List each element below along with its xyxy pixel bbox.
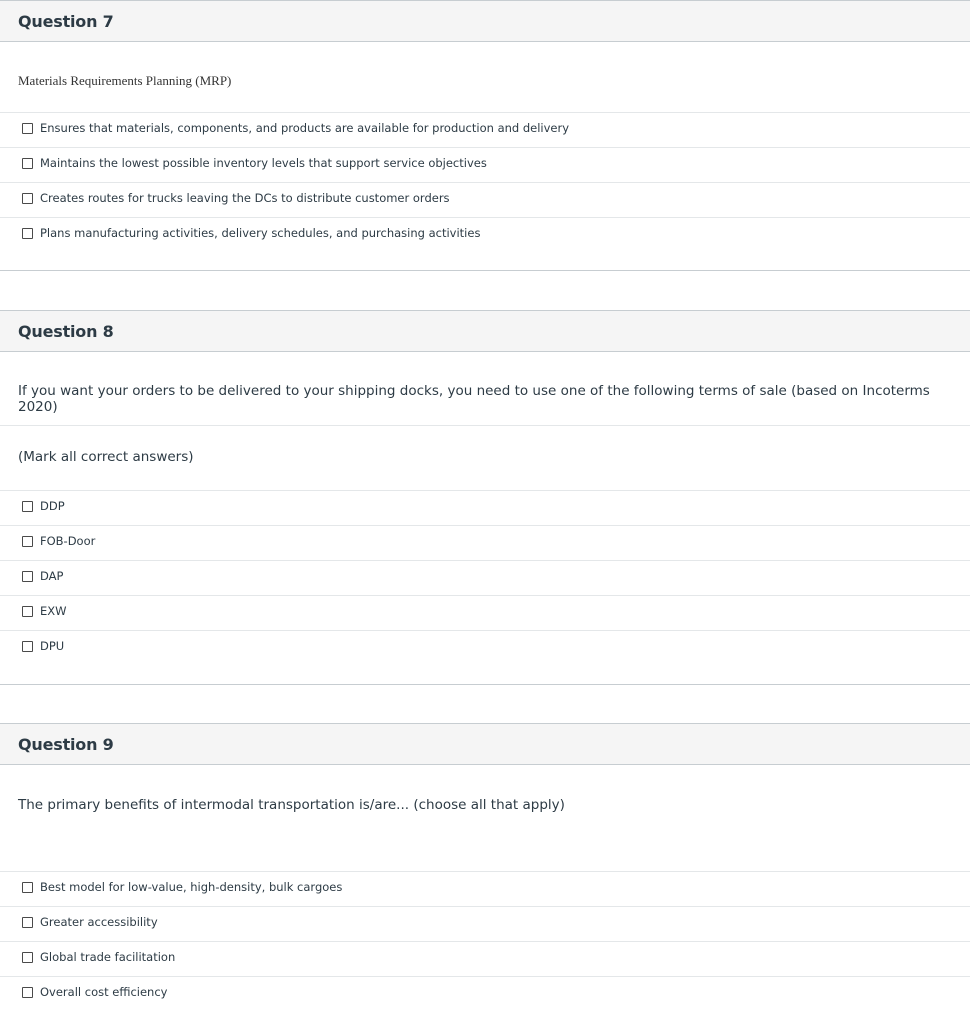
divider	[0, 525, 970, 526]
q9-answer-4[interactable]: Overall cost efficiency	[22, 982, 167, 1002]
checkbox[interactable]	[22, 123, 33, 134]
divider	[0, 871, 970, 872]
q7-answer-3[interactable]: Creates routes for trucks leaving the DCs to distribute customer orders	[22, 188, 450, 208]
question-9-text: The primary benefits of intermodal transportation is/are... (choose all that apply)	[18, 797, 565, 813]
question-9-title: Question 9	[18, 734, 114, 754]
checkbox[interactable]	[22, 606, 33, 617]
checkbox[interactable]	[22, 917, 33, 928]
q9-answer-3[interactable]: Global trade facilitation	[22, 947, 175, 967]
question-9-header-wrap	[0, 723, 970, 765]
checkbox[interactable]	[22, 536, 33, 547]
divider	[0, 182, 970, 183]
divider	[0, 217, 970, 218]
question-8-header	[0, 310, 970, 352]
q8-answer-ddp[interactable]: DDP	[22, 496, 65, 516]
checkbox[interactable]	[22, 228, 33, 239]
question-7-header	[0, 0, 970, 42]
question-9-header	[0, 723, 970, 765]
question-7-header-wrap	[0, 0, 970, 42]
q7-answer-2[interactable]: Maintains the lowest possible inventory levels that support service objectives	[22, 153, 487, 173]
divider	[0, 147, 970, 148]
checkbox[interactable]	[22, 987, 33, 998]
q9-answer-1[interactable]: Best model for low-value, high-density, bulk cargoes	[22, 877, 342, 897]
divider	[0, 976, 970, 977]
checkbox[interactable]	[22, 641, 33, 652]
divider	[0, 906, 970, 907]
q8-answer-dpu[interactable]: DPU	[22, 636, 64, 656]
checkbox[interactable]	[22, 193, 33, 204]
divider	[0, 941, 970, 942]
q8-answer-dap[interactable]: DAP	[22, 566, 63, 586]
checkbox[interactable]	[22, 571, 33, 582]
divider	[0, 630, 970, 631]
divider	[0, 595, 970, 596]
question-8-title: Question 8	[18, 321, 114, 341]
q8-answer-fob-door[interactable]: FOB-Door	[22, 531, 95, 551]
checkbox[interactable]	[22, 952, 33, 963]
q7-answer-4[interactable]: Plans manufacturing activities, delivery schedules, and purchasing activities	[22, 223, 480, 243]
divider	[0, 490, 970, 491]
question-8-header-wrap	[0, 310, 970, 352]
divider	[0, 560, 970, 561]
q9-answer-2[interactable]: Greater accessibility	[22, 912, 158, 932]
checkbox[interactable]	[22, 501, 33, 512]
question-8-bottom-border	[0, 684, 970, 685]
question-8-text: If you want your orders to be delivered to your shipping docks, you need to use one of the following terms of sale (based on Incoterms 2020)	[18, 383, 930, 415]
divider	[0, 112, 970, 113]
question-8-note: (Mark all correct answers)	[18, 449, 194, 465]
question-7-title: Question 7	[18, 11, 114, 31]
q7-answer-1[interactable]: Ensures that materials, components, and products are available for production and delivery	[22, 118, 569, 138]
checkbox[interactable]	[22, 158, 33, 169]
question-7-text: Materials Requirements Planning (MRP)	[18, 73, 232, 88]
divider	[0, 425, 970, 426]
checkbox[interactable]	[22, 882, 33, 893]
question-7-bottom-border	[0, 270, 970, 271]
q8-answer-exw[interactable]: EXW	[22, 601, 67, 621]
